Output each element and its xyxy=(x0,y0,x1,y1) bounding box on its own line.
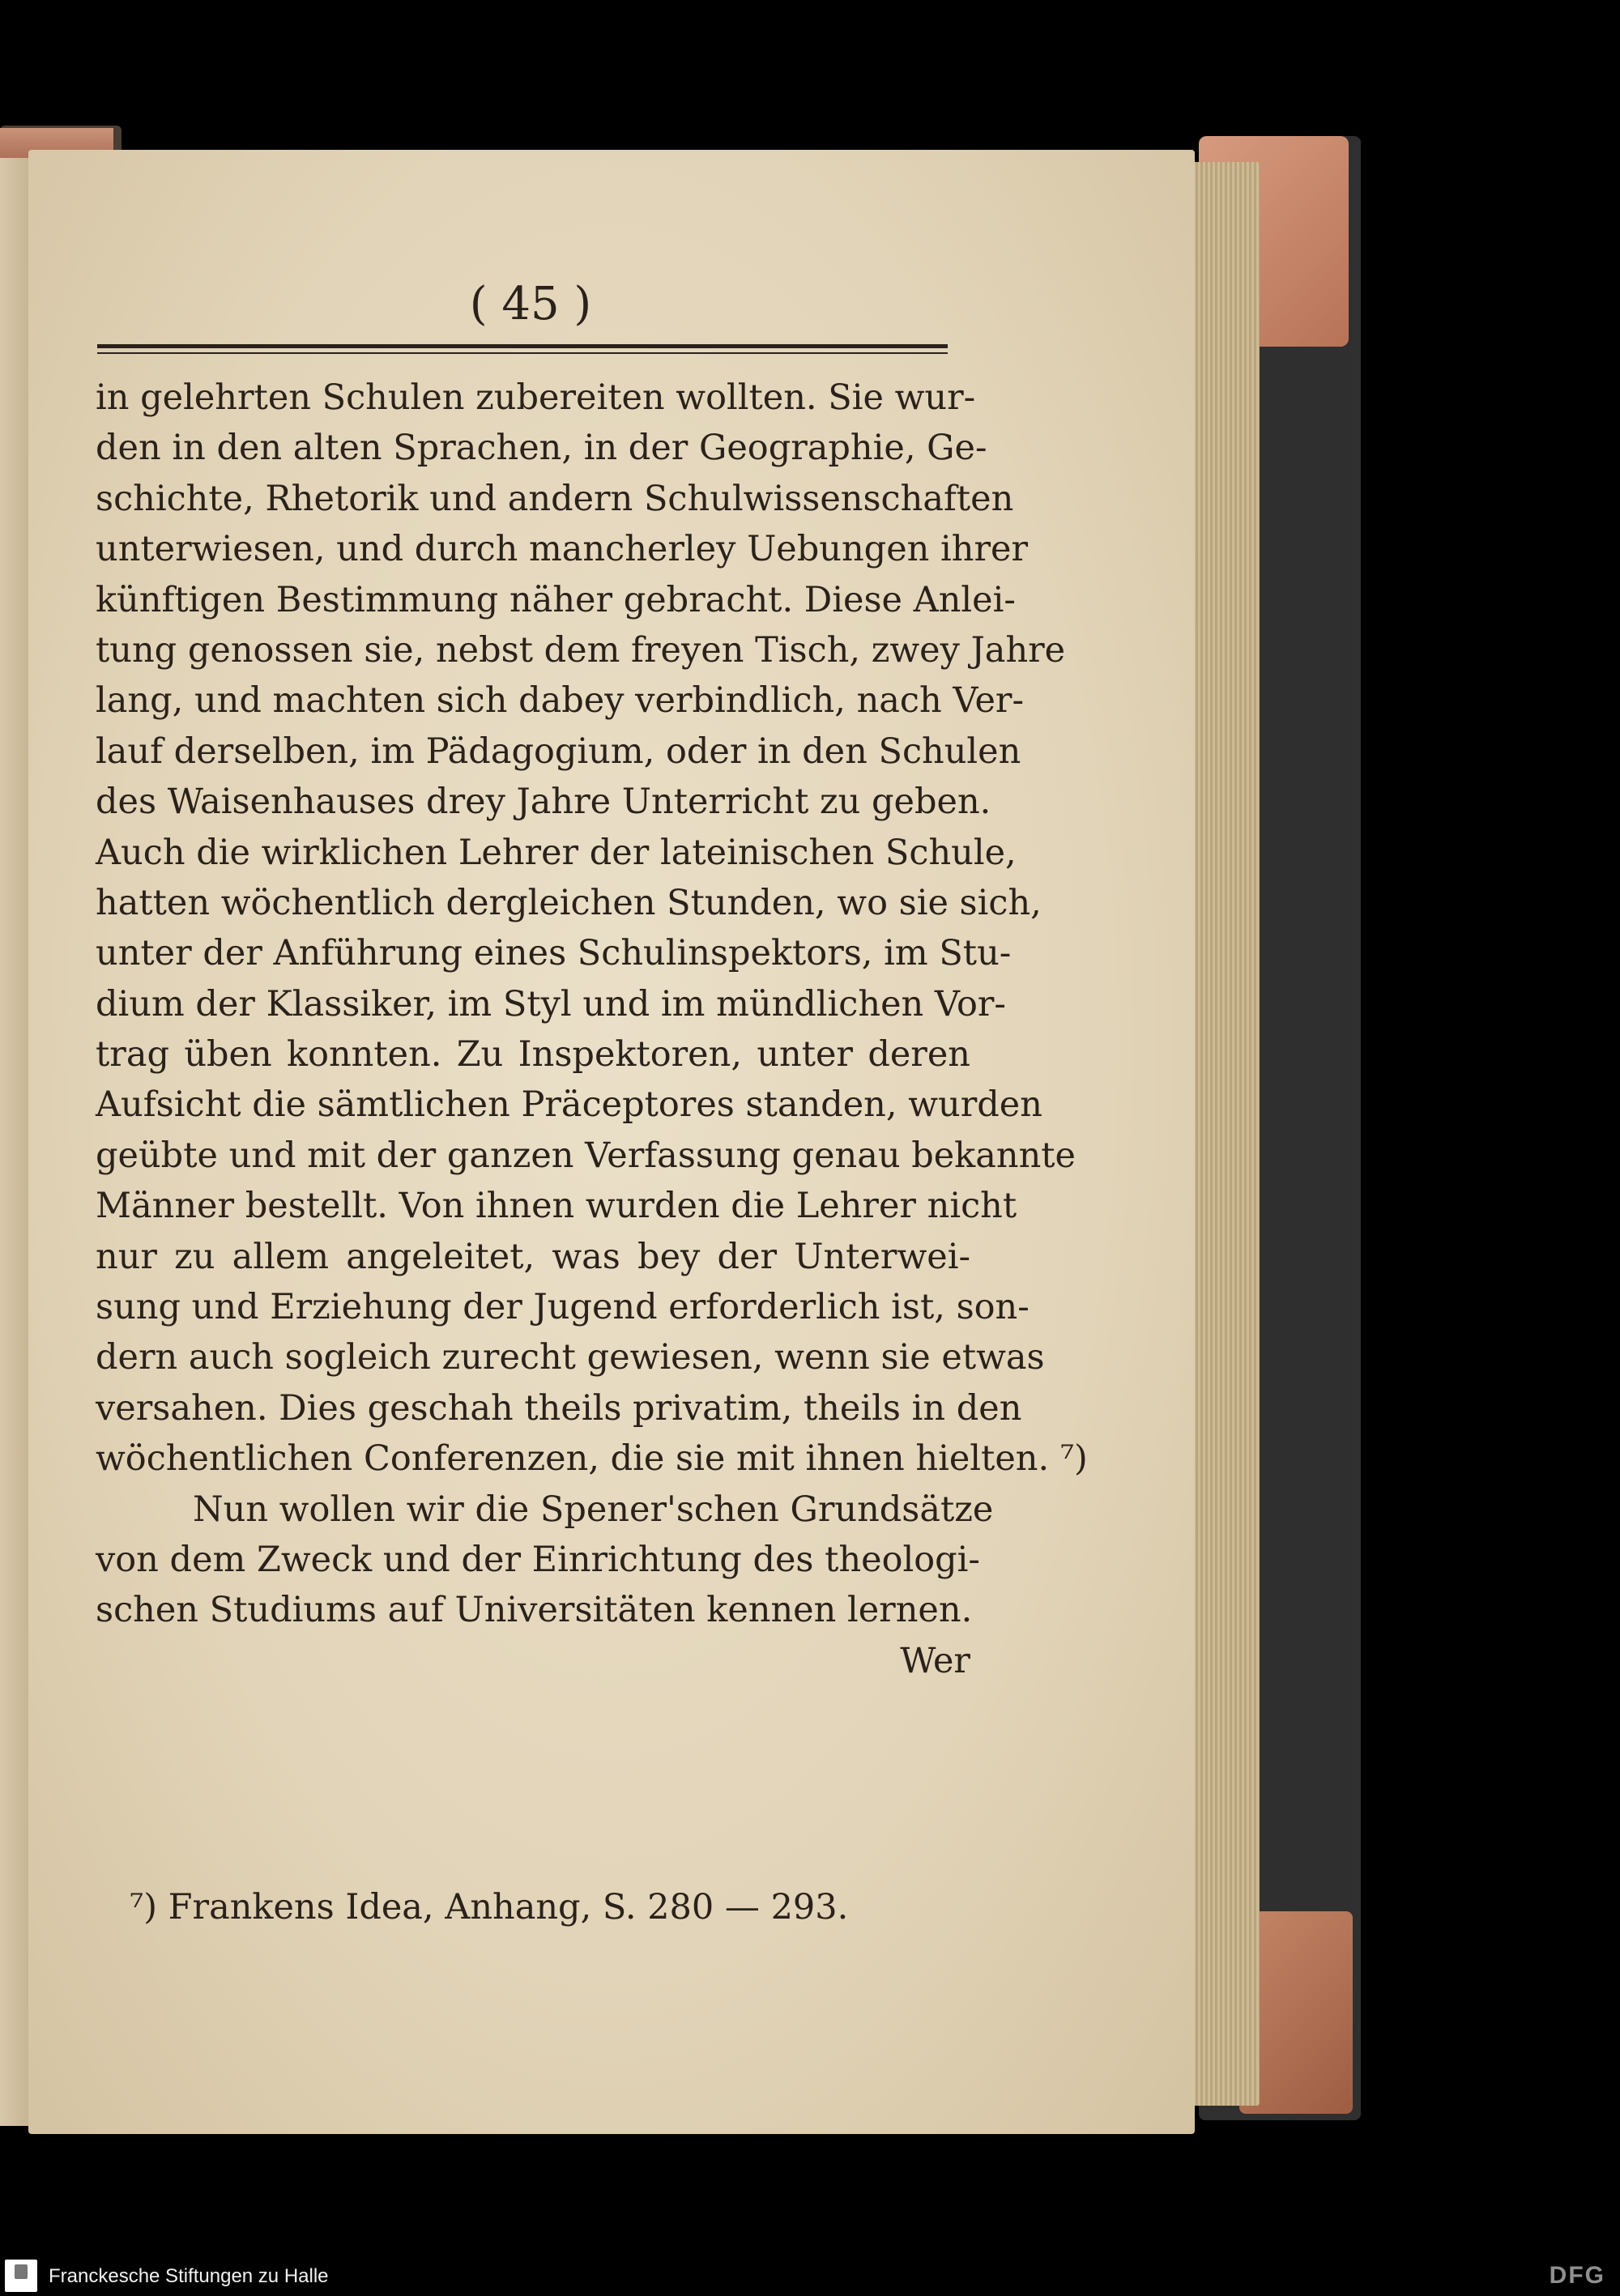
text-line: den in den alten Sprachen, in der Geographie, Ge- xyxy=(96,428,987,469)
text-line: lauf derselben, im Pädagogium, oder in den Schulen xyxy=(96,731,1021,772)
text-line: dern auch sogleich zurecht gewiesen, wenn sie etwas xyxy=(96,1337,1045,1378)
institution-logo-icon xyxy=(5,2260,37,2292)
text-line-paragraph-start: Nun wollen wir die Spener'schen Grundsätze xyxy=(193,1489,994,1530)
header-rule-thin xyxy=(97,352,948,354)
footnote: ⁷) Frankens Idea, Anhang, S. 280 — 293. xyxy=(130,1887,849,1928)
text-line: hatten wöchentlich dergleichen Stunden, wo sie sich, xyxy=(96,882,1042,923)
text-line: schichte, Rhetorik und andern Schulwissenschaften xyxy=(96,478,1014,519)
dfg-logo: DFG xyxy=(1549,2262,1605,2289)
text-line: schen Studiums auf Universitäten kennen lernen. xyxy=(96,1590,973,1631)
text-line: Aufsicht die sämtlichen Präceptores standen, wurden xyxy=(96,1084,1042,1126)
text-line: versahen. Dies geschah theils privatim, theils in den xyxy=(96,1387,1022,1429)
text-line: von dem Zweck und der Einrichtung des theologi- xyxy=(96,1539,980,1580)
body-text xyxy=(96,373,1088,1686)
text-line: in gelehrten Schulen zubereiten wollten. Sie wur- xyxy=(96,377,976,418)
page-number-header: ( 45 ) xyxy=(469,277,592,330)
text-line: lang, und machten sich dabey verbindlich, nach Ver- xyxy=(96,680,1024,722)
catchword: Wer xyxy=(900,1640,970,1681)
text-line: künftigen Bestimmung näher gebracht. Diese Anlei- xyxy=(96,579,1016,620)
header-rule xyxy=(97,344,948,348)
text-line: Männer bestellt. Von ihnen wurden die Lehrer nicht xyxy=(96,1186,1017,1227)
text-line: nur zu allem angeleitet, was bey der Unterwei- xyxy=(96,1236,970,1277)
text-line: unter der Anführung eines Schulinspektors, im Stu- xyxy=(96,933,1012,974)
text-line: dium der Klassiker, im Styl und im mündlichen Vor- xyxy=(96,983,1006,1024)
text-line: geübte und mit der ganzen Verfassung genau bekannte xyxy=(96,1135,1076,1176)
text-line: wöchentlichen Conferenzen, die sie mit ihnen hielten. ⁷) xyxy=(96,1438,1088,1480)
text-line: tung genossen sie, nebst dem freyen Tisch, zwey Jahre xyxy=(96,629,1066,671)
text-line: des Waisenhauses drey Jahre Unterricht zu geben. xyxy=(96,782,991,823)
text-line: Auch die wirklichen Lehrer der lateinischen Schule, xyxy=(96,832,1017,873)
text-line: trag üben konnten. Zu Inspektoren, unter deren xyxy=(96,1034,970,1076)
text-line: unterwiesen, und durch mancherley Uebungen ihrer xyxy=(96,529,1029,570)
text-line: sung und Erziehung der Jugend erforderlich ist, son- xyxy=(96,1287,1030,1328)
institution-name: Franckesche Stiftungen zu Halle xyxy=(49,2265,329,2287)
